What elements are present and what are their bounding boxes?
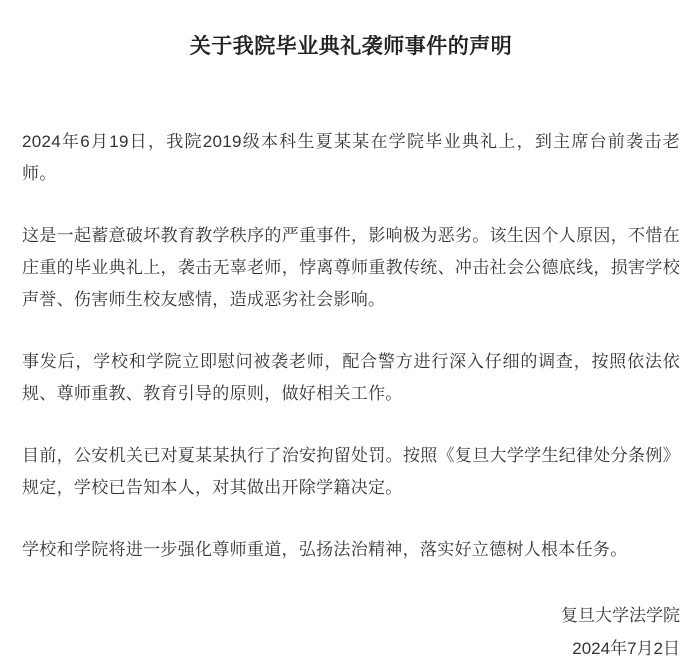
- statement-paragraph-nature: 这是一起蓄意破坏教育教学秩序的严重事件，影响极为恶劣。该生因个人原因，不惜在庄重的毕业典礼上，袭击无辜老师，悖离尊师重教传统、冲击社会公德底线，损害学校声誉、伤害师生校友感情，造成恶劣社会影响。: [22, 226, 680, 309]
- statement-paragraph-punishment: 目前，公安机关已对夏某某执行了治安拘留处罚。按照《复旦大学学生纪律处分条例》规定，学校已告知本人，对其做出开除学籍决定。: [22, 446, 680, 497]
- signature-block: [22, 599, 680, 665]
- statement-paragraph-closing: 学校和学院将进一步强化尊师重道，弘扬法治精神，落实好立德树人根本任务。: [22, 540, 628, 559]
- statement-paragraph-response: 事发后，学校和学院立即慰问被袭老师，配合警方进行深入仔细的调查，按照依法依规、尊师重教、教育引导的原则，做好相关工作。: [22, 352, 680, 403]
- statement-title: 关于我院毕业典礼袭师事件的声明: [189, 35, 513, 58]
- signature-name: 复旦大学法学院: [561, 606, 680, 625]
- statement-body: [22, 126, 680, 566]
- signature-date: 2024年7月2日: [572, 639, 680, 658]
- statement-paragraph-incident: 2024年6月19日，我院2019级本科生夏某某在学院毕业典礼上，到主席台前袭击老师。: [22, 132, 680, 183]
